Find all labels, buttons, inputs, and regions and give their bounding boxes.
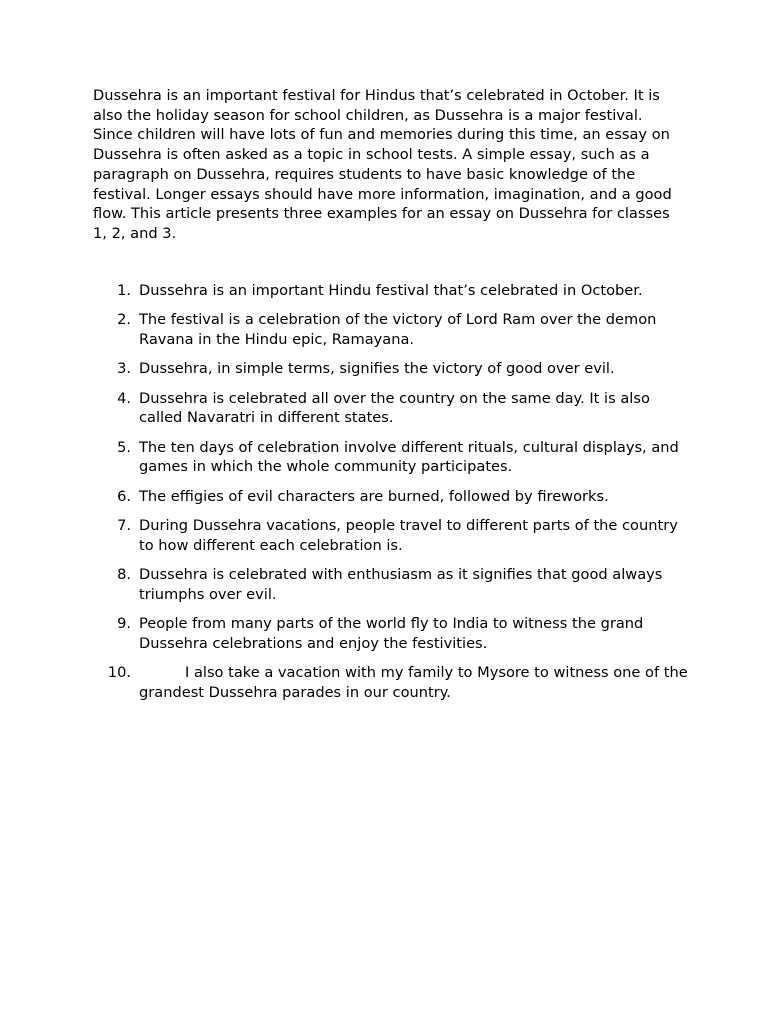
- list-item: [93, 614, 693, 653]
- list-item: [93, 359, 693, 379]
- list-number: 2.: [117, 311, 131, 329]
- list-number: 3.: [117, 360, 131, 378]
- list-item: [93, 281, 693, 301]
- list-number: 4.: [117, 389, 131, 407]
- list-number: 9.: [117, 614, 131, 632]
- list-item: [93, 565, 693, 604]
- list-item: [93, 438, 693, 477]
- list-item-text: Dussehra is celebrated all over the country on the same day. It is also called Navaratri in different states.: [139, 389, 650, 427]
- intro-paragraph: Dussehra is an important festival for Hindus that’s celebrated in October. It is also the holiday season for school children, as Dussehra is a major festival. Since children will have lots of fun and memories during this time, an essay on Dussehra is often asked as a topic in school tests. A simple essay, such as a paragraph on Dussehra, requires students to have basic knowledge of the festival. Longer essays should have more information, imagination, and a good flow. This article presents three examples for an essay on Dussehra for classes 1, 2, and 3.: [93, 87, 672, 242]
- list-item-text: People from many parts of the world fly to India to witness the grand Dussehra celebrations and enjoy the festivities.: [139, 614, 644, 652]
- list-number: 5.: [117, 438, 131, 456]
- list-item-text: The festival is a celebration of the victory of Lord Ram over the demon Ravana in the Hindu epic, Ramayana.: [139, 311, 657, 348]
- list-item: [93, 310, 693, 349]
- list-number: 8.: [117, 565, 131, 583]
- list-item-tabbed-text: I also take a vacation with my family to Mysore to witness one of the grandest Dussehra parades in our country.: [139, 663, 688, 701]
- list-item-text: Dussehra is an important Hindu festival that’s celebrated in October.: [139, 282, 643, 299]
- list-item: [93, 516, 693, 555]
- list-item-text: [139, 663, 693, 702]
- list-item-text: Dussehra, in simple terms, signifies the victory of good over evil.: [139, 360, 615, 378]
- numbered-list: [93, 281, 693, 712]
- list-number: 1.: [117, 282, 131, 299]
- list-item-text: Dussehra is celebrated with enthusiasm as it signifies that good always triumphs over evil.: [139, 565, 663, 603]
- list-item-text: During Dussehra vacations, people travel to different parts of the country to how different each celebration is.: [139, 516, 678, 554]
- list-item: [93, 487, 693, 507]
- list-item-text: The effigies of evil characters are burned, followed by fireworks.: [139, 487, 609, 505]
- list-number: 7.: [117, 516, 131, 534]
- list-item: [93, 389, 693, 428]
- list-item-text: The ten days of celebration involve different rituals, cultural displays, and games in which the whole community participates.: [139, 438, 679, 476]
- list-number: 6.: [117, 487, 131, 505]
- list-item: [93, 663, 693, 702]
- list-number: 10.: [107, 663, 131, 681]
